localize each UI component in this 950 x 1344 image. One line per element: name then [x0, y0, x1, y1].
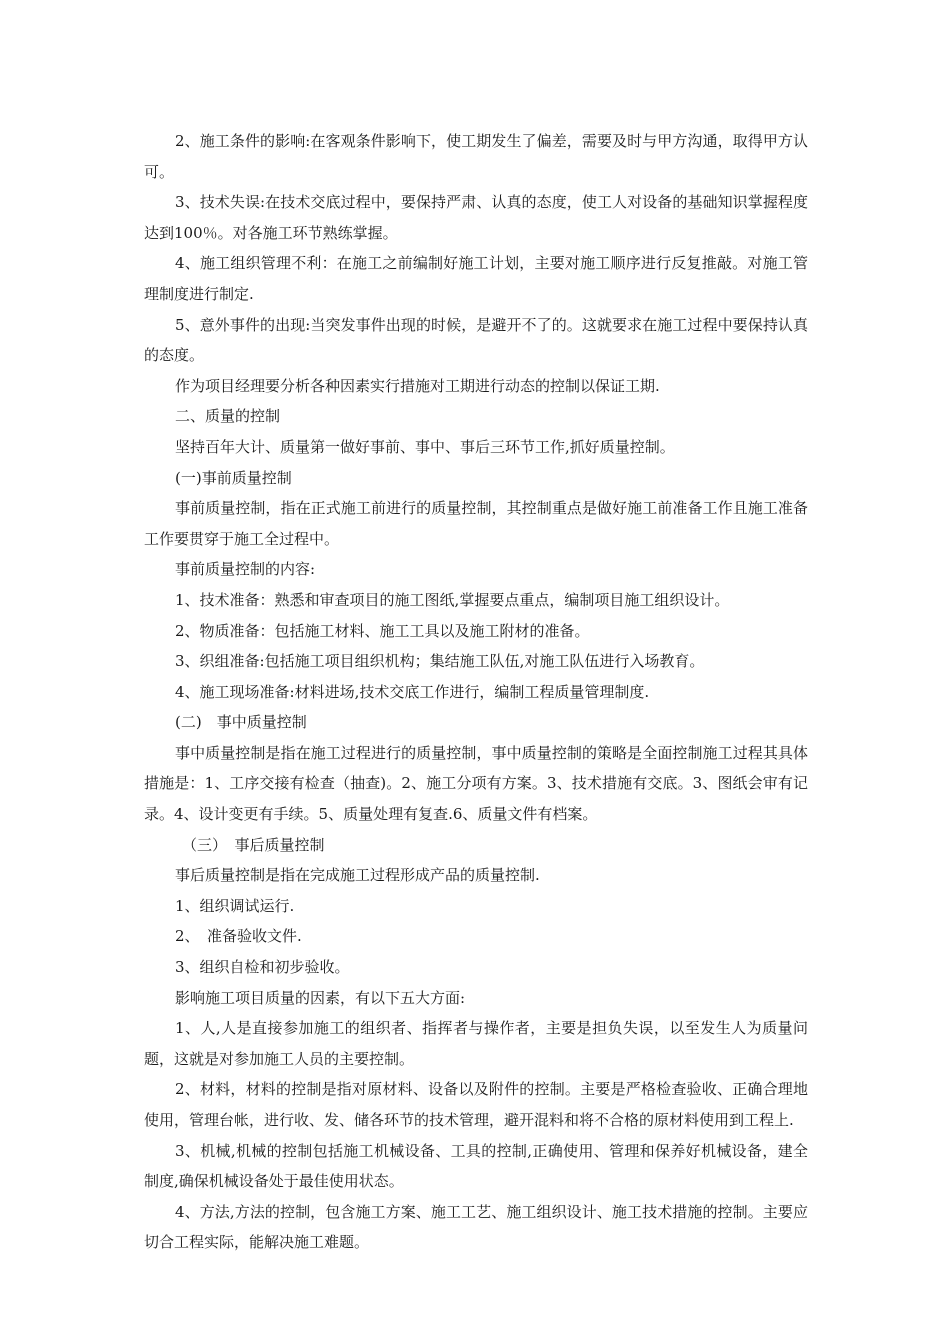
- document-body: [144, 126, 808, 1258]
- list-item: 3、机械,机械的控制包括施工机械设备、工具的控制,正确使用、管理和保养好机械设备，建全制度,确保机械设备处于最佳使用状态。: [144, 1141, 808, 1191]
- paragraph: 事前质量控制的内容:: [175, 560, 316, 579]
- list-item: 4、施工现场准备:材料进场,技术交底工作进行，编制工程质量管理制度.: [175, 682, 650, 701]
- list-item: 2、 准备验收文件.: [175, 927, 302, 946]
- list-item: 1、人,人是直接参加施工的组织者、指挥者与操作者，主要是担负失误，以至发生人为质量问题，这就是对参加施工人员的主要控制。: [144, 1019, 808, 1068]
- paragraph: 事中质量控制是指在施工过程进行的质量控制，事中质量控制的策略是全面控制施工过程其具体措施是：1、工序交接有检查（抽查)。2、施工分项有方案。3、技术措施有交底。3、图纸会审有记录。4、设计变更有手续。5、质量处理有复查.6、质量文件有档案。: [144, 743, 808, 824]
- paragraph: 作为项目经理要分析各种因素实行措施对工期进行动态的控制以保证工期.: [175, 376, 660, 395]
- subsection-heading: (一)事前质量控制: [175, 468, 292, 487]
- subsection-heading: （三） 事后质量控制: [182, 835, 325, 854]
- list-item: 3、组织自检和初步验收。: [175, 958, 350, 977]
- list-item: 3、织组准备:包括施工项目组织机构；集结施工队伍,对施工队伍进行入场教育。: [175, 652, 705, 671]
- paragraph: 事后质量控制是指在完成施工过程形成产品的质量控制.: [175, 866, 540, 885]
- paragraph: 4、施工组织管理不利：在施工之前编制好施工计划，主要对施工顺序进行反复推敲。对施工管理制度进行制定.: [144, 254, 808, 303]
- paragraph: 2、施工条件的影响:在客观条件影响下，使工期发生了偏差，需要及时与甲方沟通，取得甲方认可。: [144, 132, 808, 181]
- list-item: 4、方法,方法的控制，包含施工方案、施工工艺、施工组织设计、施工技术措施的控制。主要应切合工程实际，能解决施工难题。: [144, 1202, 808, 1252]
- list-item: 2、材料，材料的控制是指对原材料、设备以及附件的控制。主要是严格检查验收、正确合理地使用，管理台帐，进行收、发、储各环节的技术管理，避开混料和将不合格的原材料使用到工程上.: [144, 1080, 808, 1129]
- list-item: 1、技术准备：熟悉和审查项目的施工图纸,掌握要点重点，编制项目施工组织设计。: [175, 590, 730, 609]
- list-item: 2、物质准备：包括施工材料、施工工具以及施工附材的准备。: [175, 621, 590, 640]
- list-item: 1、组织调试运行.: [175, 896, 295, 915]
- subsection-heading: (二) 事中质量控制: [175, 713, 307, 732]
- paragraph: 影响施工项目质量的因素，有以下五大方面:: [175, 988, 466, 1007]
- paragraph: 3、技术失误:在技术交底过程中，要保持严肃、认真的态度，使工人对设备的基础知识掌握程度达到100％。对各施工环节熟练掌握。: [144, 193, 808, 242]
- paragraph: 坚持百年大计、质量第一做好事前、事中、事后三环节工作,抓好质量控制。: [175, 437, 675, 456]
- paragraph: 事前质量控制，指在正式施工前进行的质量控制，其控制重点是做好施工前准备工作且施工准备工作要贯穿于施工全过程中。: [144, 499, 808, 548]
- paragraph: 5、意外事件的出现:当突发事件出现的时候，是避开不了的。这就要求在施工过程中要保持认真的态度。: [144, 315, 808, 365]
- section-heading: 二、质量的控制: [175, 407, 281, 426]
